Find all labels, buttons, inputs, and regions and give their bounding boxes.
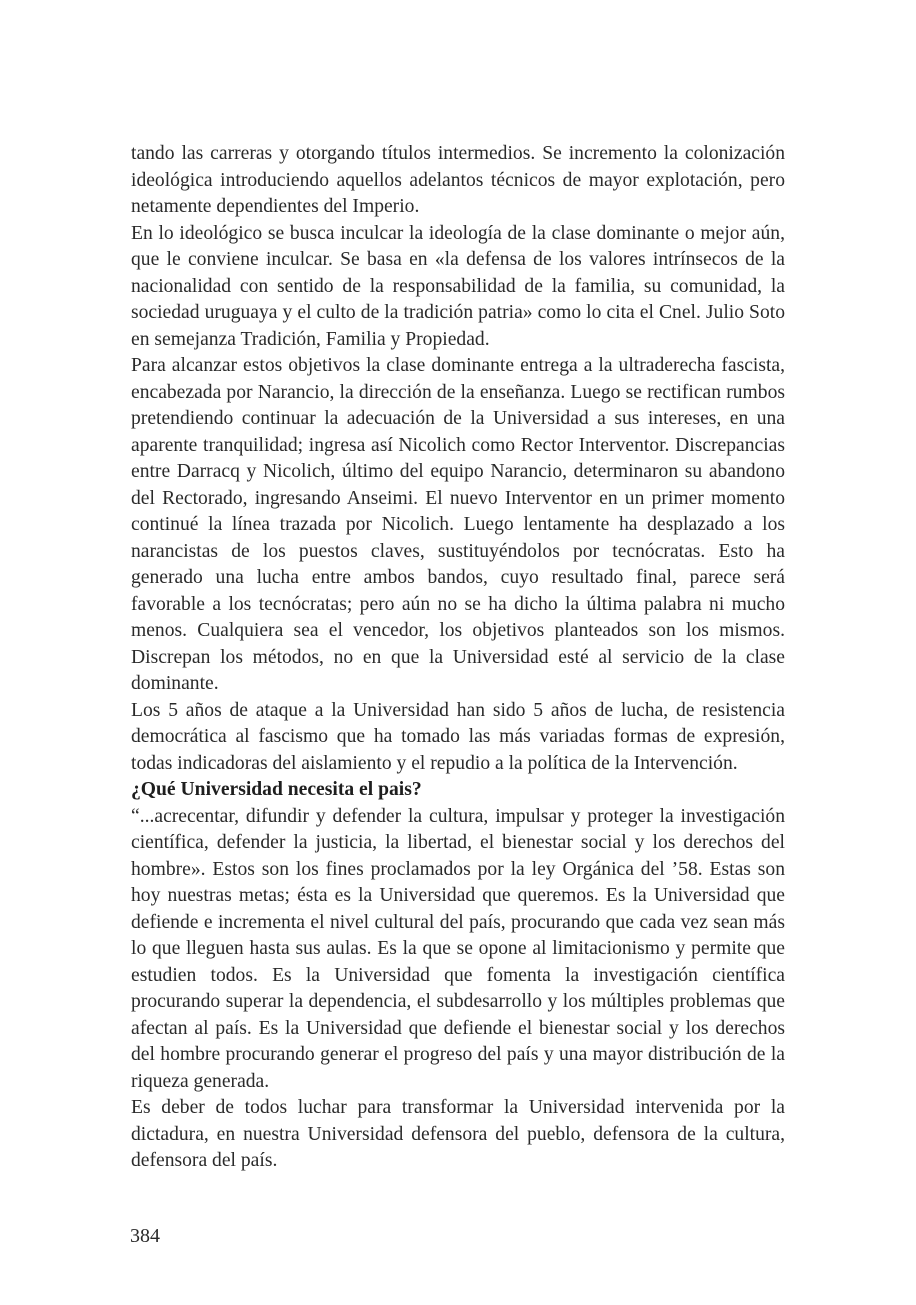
page-number: 384 xyxy=(130,1225,160,1247)
body-text xyxy=(131,141,785,1175)
paragraph: tando las carreras y otorgando títulos intermedios. Se incremento la colonización ideológica introduciendo aquellos adelantos técnicos de mayor explotación, pero netamente dependientes del Imperio. xyxy=(131,143,785,217)
paragraph: Para alcanzar estos objetivos la clase dominante entrega a la ultraderecha fascista, encabezada por Narancio, la dirección de la enseñanza. Luego se rectifican rumbos pretendiendo continuar la adecuación de la Universidad a sus intereses, en una aparente tranquilidad; ingresa así Nicolich como Rector Interventor. Discrepancias entre Darracq y Nicolich, último del equipo Narancio, determinaron su abandono del Rectorado, ingresando Anseimi. El nuevo Interventor en un primer momento continué la línea trazada por Nicolich. Luego lentamente ha desplazado a los narancistas de los puestos claves, sustituyéndolos por tecnócratas. Esto ha generado una lucha entre ambos bandos, cuyo resultado final, parece será favorable a los tecnócratas; pero aún no se ha dicho la última palabra ni mucho menos. Cualquiera sea el vencedor, los objetivos planteados son los mismos. Discrepan los métodos, no en que la Universidad esté al servicio de la clase dominante. xyxy=(131,355,785,694)
section-heading: ¿Qué Universidad necesita el pais? xyxy=(131,779,422,800)
paragraph: En lo ideológico se busca inculcar la ideología de la clase dominante o mejor aún, que le conviene inculcar. Se basa en «la defensa de los valores intrínsecos de la nacionalidad con sentido de la responsabilidad de la familia, su comunidad, la sociedad uruguaya y el culto de la tradición patria» como lo cita el Cnel. Julio Soto en semejanza Tradición, Familia y Propiedad. xyxy=(131,222,785,350)
paragraph: “...acrecentar, difundir y defender la cultura, impulsar y proteger la investigación científica, defender la justicia, la libertad, el bienestar social y los derechos del hombre». Estos son los fines proclamados por la ley Orgánica del ’58. Estas son hoy nuestras metas; ésta es la Universidad que queremos. Es la Universidad que defiende e incrementa el nivel cultural del país, procurando que cada vez sean más lo que lleguen hasta sus aulas. Es la que se opone al limitacionismo y permite que estudien todos. Es la Universidad que fomenta la investigación científica procurando superar la dependencia, el subdesarrollo y los múltiples problemas que afectan al país. Es la Universidad que defiende el bienestar social y los derechos del hombre procurando generar el progreso del país y una mayor distribución de la riqueza generada. xyxy=(131,805,785,1092)
paragraph: Los 5 años de ataque a la Universidad han sido 5 años de lucha, de resistencia democrática al fascismo que ha tomado las más variadas formas de expresión, todas indicadoras del aislamiento y el repudio a la política de la Intervención. xyxy=(131,699,785,774)
paragraph: Es deber de todos luchar para transformar la Universidad intervenida por la dictadura, en nuestra Universidad defensora del pueblo, defensora de la cultura, defensora del país. xyxy=(131,1097,785,1171)
